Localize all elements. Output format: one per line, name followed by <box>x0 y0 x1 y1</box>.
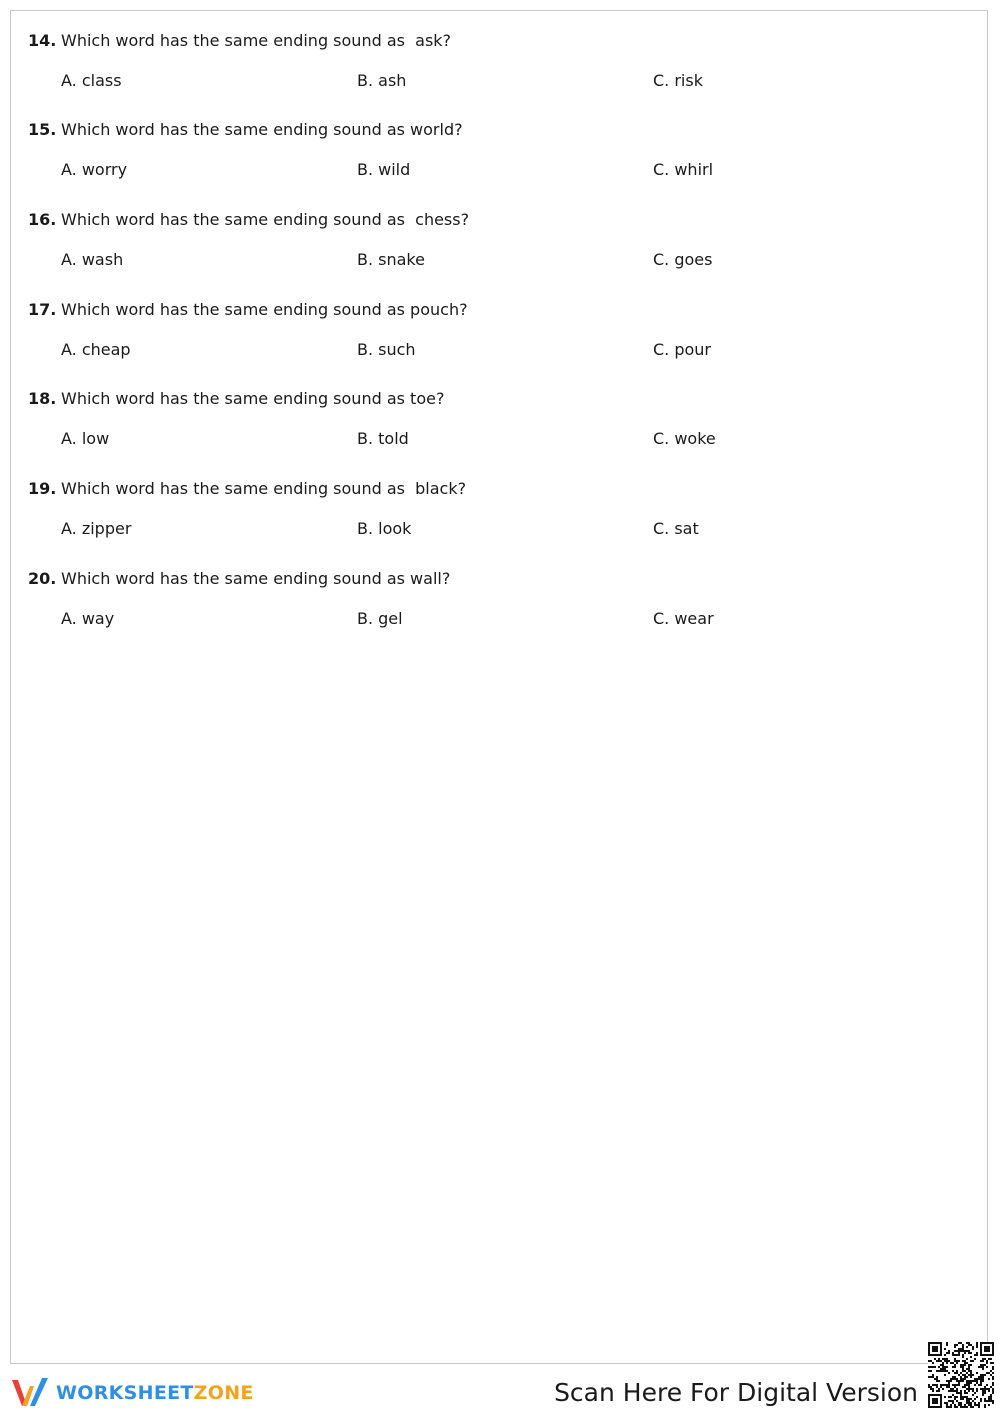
question-item <box>28 120 968 179</box>
question-text: Which word has the same ending sound as toe? <box>61 389 445 408</box>
answer-option[interactable]: C. pour <box>653 340 712 359</box>
answer-option[interactable]: A. zipper <box>61 519 132 538</box>
question-line <box>28 479 968 503</box>
question-text: Which word has the same ending sound as chess? <box>61 210 470 229</box>
question-line <box>28 569 968 593</box>
worksheetzone-logo-icon <box>10 1376 52 1410</box>
answer-options <box>61 160 961 182</box>
question-line <box>28 300 968 324</box>
question-item <box>28 300 968 359</box>
qr-code-icon[interactable] <box>928 1342 994 1408</box>
question-number: 17. <box>28 300 57 319</box>
question-text: Which word has the same ending sound as ask? <box>61 31 452 50</box>
answer-option[interactable]: B. gel <box>357 609 403 628</box>
answer-option[interactable]: B. wild <box>357 160 411 179</box>
question-text: Which word has the same ending sound as world? <box>61 120 463 139</box>
answer-option[interactable]: A. low <box>61 429 110 448</box>
question-number: 15. <box>28 120 57 139</box>
question-item <box>28 389 968 448</box>
question-text: Which word has the same ending sound as pouch? <box>61 300 468 319</box>
question-line <box>28 31 968 55</box>
answer-options <box>61 429 961 451</box>
answer-option[interactable]: B. snake <box>357 250 425 269</box>
worksheetzone-logo[interactable] <box>10 1376 254 1410</box>
brand-name <box>56 1382 254 1404</box>
question-number: 14. <box>28 31 57 50</box>
question-line <box>28 120 968 144</box>
question-text: Which word has the same ending sound as black? <box>61 479 467 498</box>
answer-option[interactable]: A. cheap <box>61 340 131 359</box>
answer-option[interactable]: A. class <box>61 71 122 90</box>
question-line <box>28 210 968 234</box>
question-number: 19. <box>28 479 57 498</box>
answer-option[interactable]: B. ash <box>357 71 407 90</box>
answer-option[interactable]: A. worry <box>61 160 128 179</box>
question-item <box>28 210 968 269</box>
answer-option[interactable]: C. goes <box>653 250 713 269</box>
answer-options <box>61 71 961 93</box>
scan-prompt: Scan Here For Digital Version <box>554 1378 918 1407</box>
brand-name-part1: WORKSHEET <box>56 1382 194 1404</box>
answer-options <box>61 250 961 272</box>
answer-option[interactable]: B. told <box>357 429 409 448</box>
question-text: Which word has the same ending sound as wall? <box>61 569 451 588</box>
brand-name-part2: ZONE <box>193 1382 254 1404</box>
answer-option[interactable]: B. look <box>357 519 412 538</box>
answer-option[interactable]: C. risk <box>653 71 703 90</box>
answer-option[interactable]: A. wash <box>61 250 124 269</box>
question-line <box>28 389 968 413</box>
question-item <box>28 479 968 538</box>
question-number: 16. <box>28 210 57 229</box>
question-item <box>28 569 968 628</box>
answer-options <box>61 609 961 631</box>
answer-option[interactable]: C. sat <box>653 519 699 538</box>
answer-option[interactable]: B. such <box>357 340 416 359</box>
answer-option[interactable]: C. woke <box>653 429 716 448</box>
answer-option[interactable]: C. wear <box>653 609 714 628</box>
answer-options <box>61 519 961 541</box>
question-number: 18. <box>28 389 57 408</box>
question-number: 20. <box>28 569 57 588</box>
question-item <box>28 31 968 90</box>
answer-option[interactable]: A. way <box>61 609 115 628</box>
answer-option[interactable]: C. whirl <box>653 160 714 179</box>
answer-options <box>61 340 961 362</box>
